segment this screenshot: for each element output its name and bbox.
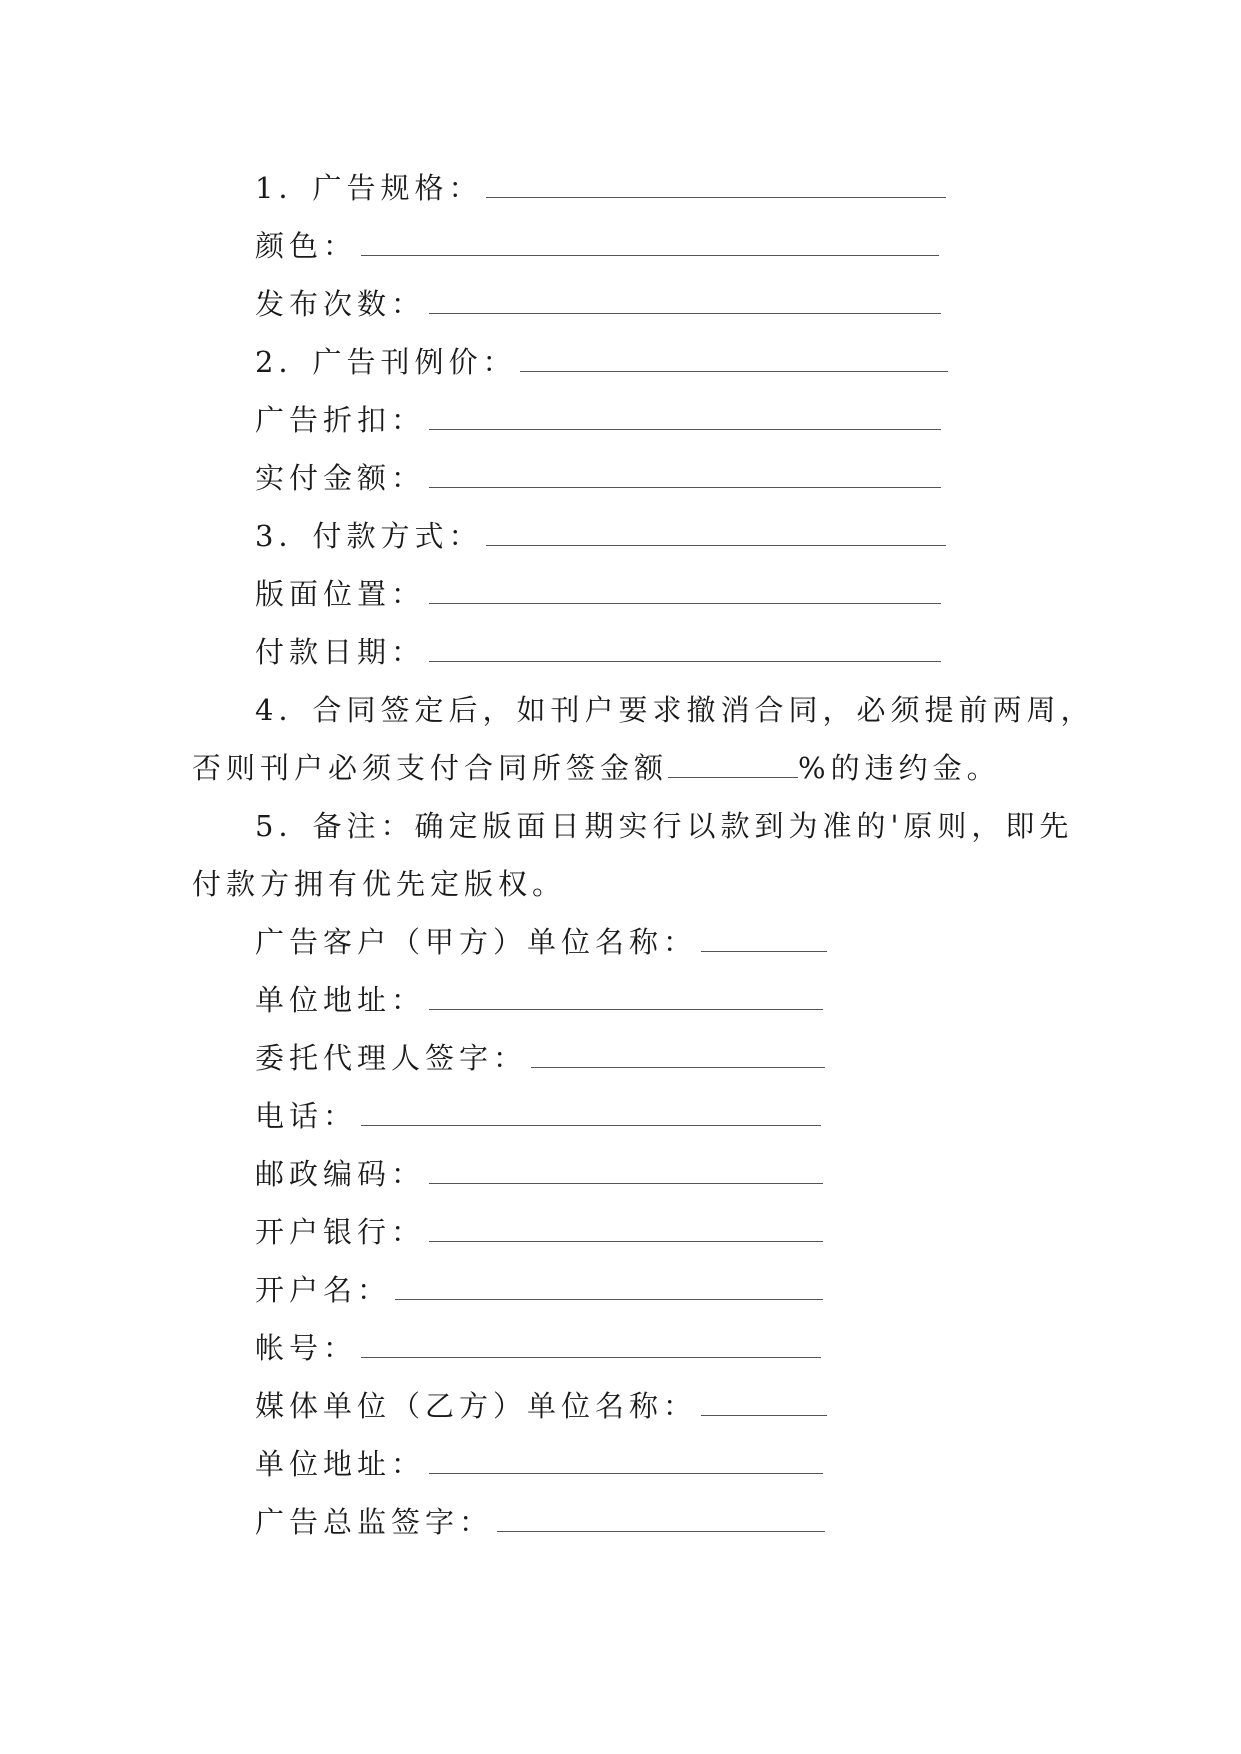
field-label: 开户名： — [255, 1273, 392, 1307]
field-label: 颜色： — [255, 229, 358, 263]
field-actual-payment — [255, 458, 941, 498]
fill-in-blank[interactable] — [429, 633, 941, 662]
clause-text: 否则刊户必须支付合同所签金额 — [192, 751, 669, 785]
field-label: 电话： — [255, 1099, 358, 1133]
fill-in-blank[interactable] — [429, 981, 823, 1010]
field-label: 单位地址： — [255, 1447, 426, 1481]
field-label: 媒体单位（乙方）单位名称： — [255, 1389, 698, 1423]
clause-5-line-2 — [192, 864, 566, 904]
field-label: 广告客户（甲方）单位名称： — [255, 925, 698, 959]
field-phone — [255, 1096, 821, 1136]
field-party-b-name — [255, 1386, 827, 1426]
clause-text: 5．备注：确定版面日期实行以款到为准的'原则，即先 — [255, 809, 1074, 843]
fill-in-blank[interactable] — [701, 1387, 827, 1416]
field-label: 单位地址： — [255, 983, 426, 1017]
fill-in-blank[interactable] — [361, 1329, 821, 1358]
field-account-number — [255, 1328, 821, 1368]
fill-in-blank[interactable] — [361, 227, 939, 256]
field-ad-spec — [255, 168, 946, 208]
field-label: 帐号： — [255, 1331, 358, 1365]
clause-4-line-1 — [255, 690, 1094, 730]
fill-in-blank[interactable] — [395, 1271, 823, 1300]
field-label: 发布次数： — [255, 287, 426, 321]
field-label: 实付金额： — [255, 461, 426, 495]
field-ad-director-signature — [255, 1502, 825, 1542]
fill-in-blank[interactable] — [701, 923, 827, 952]
fill-in-blank[interactable] — [429, 459, 941, 488]
field-label: 1．广告规格： — [255, 171, 483, 205]
field-label: 广告总监签字： — [255, 1505, 494, 1539]
field-party-a-address — [255, 980, 823, 1020]
field-list-price — [255, 342, 948, 382]
field-label: 付款日期： — [255, 635, 426, 669]
field-account-name — [255, 1270, 823, 1310]
fill-in-blank[interactable] — [429, 1155, 823, 1184]
field-agent-signature — [255, 1038, 825, 1078]
field-postal-code — [255, 1154, 823, 1194]
fill-in-blank[interactable] — [429, 401, 941, 430]
clause-text: %的违约金。 — [798, 751, 1001, 785]
clause-text: 付款方拥有优先定版权。 — [192, 867, 567, 901]
clause-5-line-1 — [255, 806, 1073, 846]
fill-in-blank[interactable] — [429, 1445, 823, 1474]
fill-in-blank[interactable] — [361, 1097, 821, 1126]
fill-in-blank[interactable] — [486, 169, 946, 198]
field-payment-date — [255, 632, 941, 672]
field-label: 广告折扣： — [255, 403, 426, 437]
fill-in-blank[interactable] — [531, 1039, 825, 1068]
field-label: 2．广告刊例价： — [255, 345, 517, 379]
field-party-a-name — [255, 922, 827, 962]
percent-blank[interactable] — [668, 749, 798, 778]
field-label: 开户银行： — [255, 1215, 426, 1249]
fill-in-blank[interactable] — [429, 285, 941, 314]
field-label: 3．付款方式： — [255, 519, 483, 553]
field-label: 版面位置： — [255, 577, 426, 611]
clause-4-line-2 — [192, 748, 1001, 788]
fill-in-blank[interactable] — [520, 343, 948, 372]
field-discount — [255, 400, 941, 440]
field-label: 委托代理人签字： — [255, 1041, 528, 1075]
field-payment-method — [255, 516, 946, 556]
field-publish-count — [255, 284, 941, 324]
fill-in-blank[interactable] — [429, 1213, 823, 1242]
field-bank — [255, 1212, 823, 1252]
field-color — [255, 226, 939, 266]
field-label: 邮政编码： — [255, 1157, 426, 1191]
fill-in-blank[interactable] — [486, 517, 946, 546]
field-layout-position — [255, 574, 941, 614]
field-party-b-address — [255, 1444, 823, 1484]
clause-text: 4．合同签定后，如刊户要求撤消合同，必须提前两周， — [255, 693, 1095, 727]
fill-in-blank[interactable] — [497, 1503, 825, 1532]
fill-in-blank[interactable] — [429, 575, 941, 604]
